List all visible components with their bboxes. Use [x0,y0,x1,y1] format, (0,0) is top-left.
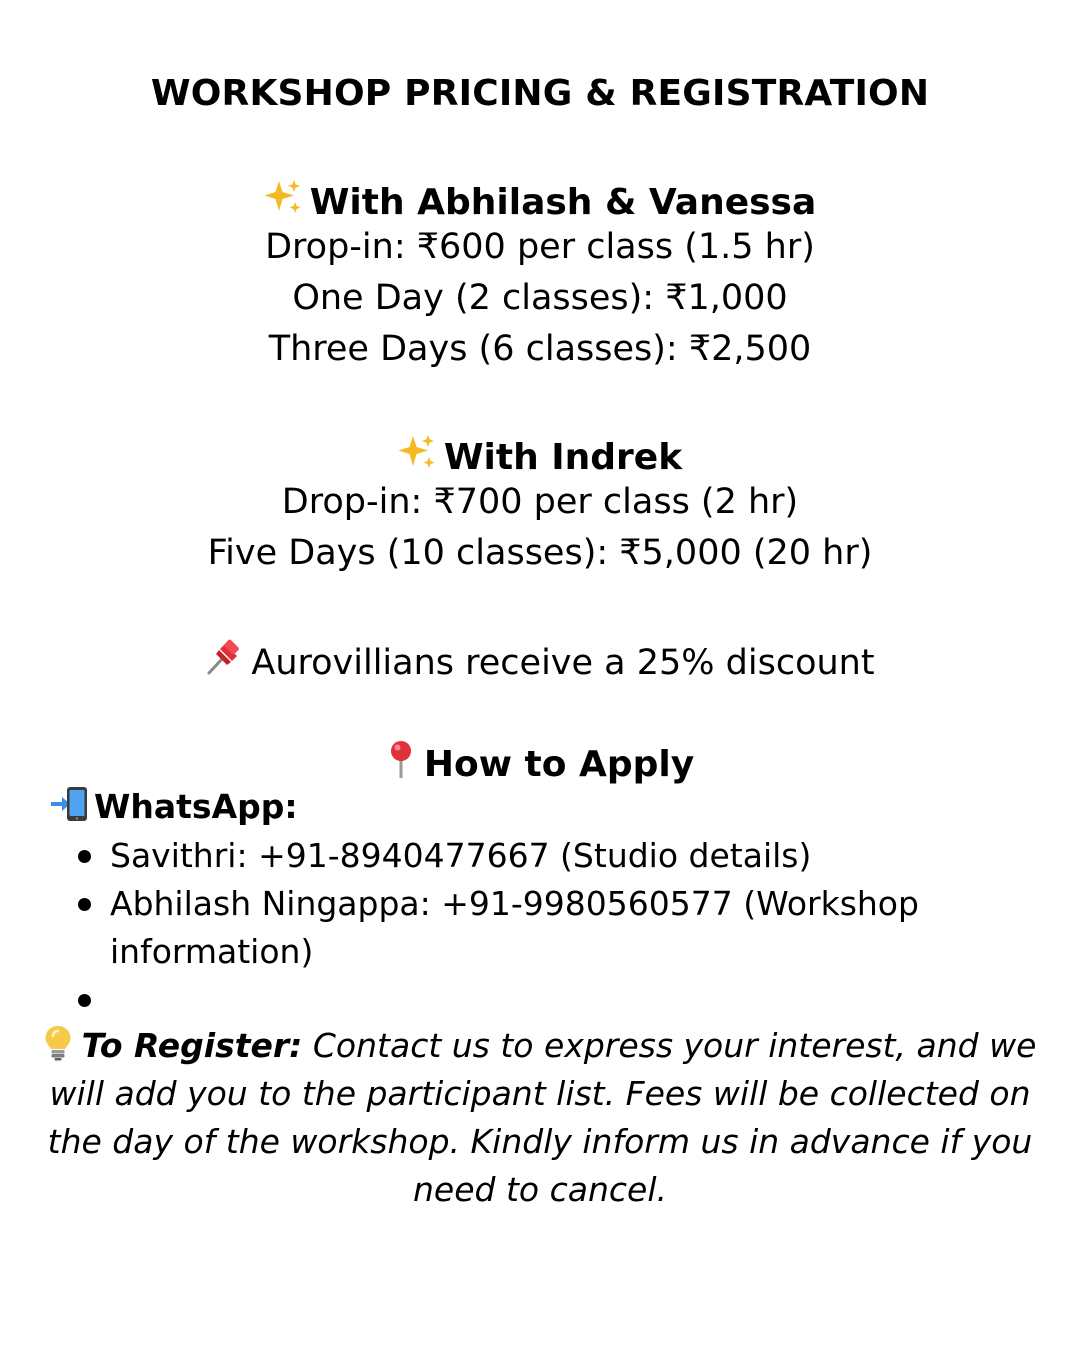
sparkles-icon [398,433,436,471]
discount-note [0,638,1080,681]
sparkles-icon [264,178,302,216]
price-line: Drop-in: ₹600 per class (1.5 hr) [265,227,815,267]
section-heading-abhilash-vanessa [0,178,1080,221]
register-note [40,1022,1040,1214]
round-pin-icon [386,740,416,778]
section-heading-indrek [0,433,1080,476]
page-title: WORKSHOP PRICING & REGISTRATION [150,73,930,114]
contact-text: Abhilash Ningappa: +91-9980560577 (Workshop information) [110,884,919,971]
list-item [0,832,930,880]
whatsapp-label [50,786,298,826]
price-line: Five Days (10 classes): ₹5,000 (20 hr) [207,533,873,573]
discount-text: Aurovillians receive a 25% discount [251,643,875,683]
contact-list [0,832,930,1024]
pushpin-icon [205,638,243,676]
contact-text [110,980,121,1019]
section-heading-text: With Indrek [443,437,683,478]
register-text: Contact us to express your interest, and we will add you to the participant list. Fees will be collected on the day of the workshop. Kindly inform us in advance if you need to cancel. [47,1026,1037,1209]
register-label: To Register: [81,1026,303,1065]
price-line: Three Days (6 classes): ₹2,500 [268,329,812,369]
list-item [0,976,930,1024]
price-line: One Day (2 classes): ₹1,000 [292,278,788,318]
whatsapp-label-text: WhatsApp: [94,787,298,826]
list-item [0,880,930,976]
bullet [78,898,91,911]
light-bulb-icon [44,1025,72,1061]
bullet [78,994,91,1007]
how-to-apply-text: How to Apply [423,744,695,785]
price-line: Drop-in: ₹700 per class (2 hr) [281,482,799,522]
how-to-apply-heading [0,740,1080,783]
bullet [78,850,91,863]
section-heading-text: With Abhilash & Vanessa [309,182,817,223]
mobile-arrow-icon [50,786,90,822]
contact-text: Savithri: +91-8940477667 (Studio details) [110,836,812,875]
